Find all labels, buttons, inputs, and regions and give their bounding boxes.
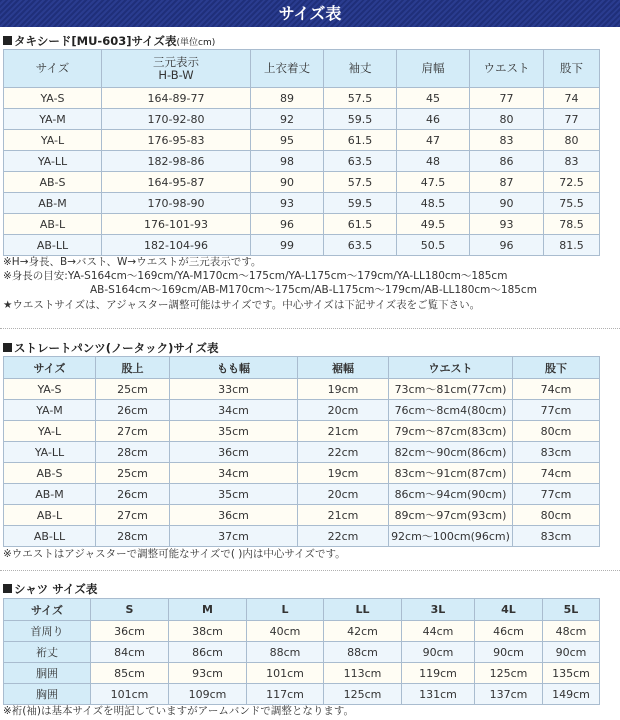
shirts-size-table bbox=[3, 598, 600, 705]
tuxedo-title-text: タキシード[MU-603]サイズ表 bbox=[14, 34, 177, 48]
row-label-cell: AB-M bbox=[4, 484, 96, 505]
table-cell: 101cm bbox=[247, 663, 324, 684]
tuxedo-header-shoulder: 肩幅 bbox=[397, 50, 470, 88]
table-cell: 83cm～91cm(87cm) bbox=[389, 463, 513, 484]
table-cell: 84cm bbox=[91, 642, 169, 663]
pants-section-title bbox=[3, 340, 219, 356]
row-label-cell: AB-S bbox=[4, 463, 96, 484]
row-label-cell: YA-LL bbox=[4, 442, 96, 463]
square-bullet-icon bbox=[3, 343, 12, 352]
row-label-cell: AB-LL bbox=[4, 235, 102, 256]
table-cell: 72.5 bbox=[544, 172, 600, 193]
row-label-cell: 裄丈 bbox=[4, 642, 91, 663]
table-cell: 125cm bbox=[324, 684, 402, 705]
pants-header-waist: ウエスト bbox=[389, 357, 513, 379]
table-cell: 92cm～100cm(96cm) bbox=[389, 526, 513, 547]
tuxedo-header-sleeve: 袖丈 bbox=[324, 50, 397, 88]
table-cell: 85cm bbox=[91, 663, 169, 684]
pants-header-hem: 裾幅 bbox=[298, 357, 389, 379]
table-cell: 59.5 bbox=[324, 193, 397, 214]
table-cell: 21cm bbox=[298, 505, 389, 526]
table-cell: 164-89-77 bbox=[102, 88, 251, 109]
row-label-cell: YA-LL bbox=[4, 151, 102, 172]
tuxedo-header-size: サイズ bbox=[4, 50, 102, 88]
table-cell: 87 bbox=[470, 172, 544, 193]
table-row bbox=[4, 484, 600, 505]
table-cell: 46 bbox=[397, 109, 470, 130]
pants-note: ※ウエストはアジャスターで調整可能なサイズで( )内は中心サイズです。 bbox=[3, 548, 346, 560]
table-cell: 22cm bbox=[298, 526, 389, 547]
table-row bbox=[4, 214, 600, 235]
table-cell: 89 bbox=[251, 88, 324, 109]
pants-header-thigh: もも幅 bbox=[170, 357, 298, 379]
tuxedo-note-1: ※H→身長、B→バスト、W→ウエストが三元表示です。 bbox=[3, 256, 262, 268]
table-row bbox=[4, 621, 600, 642]
table-cell: 48 bbox=[397, 151, 470, 172]
pants-title-text: ストレートパンツ(ノータック)サイズ表 bbox=[14, 341, 219, 355]
table-cell: 20cm bbox=[298, 400, 389, 421]
table-cell: 82cm～90cm(86cm) bbox=[389, 442, 513, 463]
table-cell: 98 bbox=[251, 151, 324, 172]
shirts-section-title bbox=[3, 581, 97, 597]
tuxedo-note-4: ★ウエストサイズは、アジャスター調整可能はサイズです。中心サイズは下記サイズ表をご覧下さい。 bbox=[3, 299, 481, 311]
shirts-title-text: シャツ サイズ表 bbox=[14, 582, 98, 596]
table-cell: 78.5 bbox=[544, 214, 600, 235]
table-cell: 59.5 bbox=[324, 109, 397, 130]
table-cell: 73cm～81cm(77cm) bbox=[389, 379, 513, 400]
table-cell: 77 bbox=[544, 109, 600, 130]
table-cell: 176-101-93 bbox=[102, 214, 251, 235]
table-cell: 88cm bbox=[247, 642, 324, 663]
pants-header-rise: 股上 bbox=[96, 357, 170, 379]
table-cell: 63.5 bbox=[324, 235, 397, 256]
table-cell: 63.5 bbox=[324, 151, 397, 172]
table-cell: 36cm bbox=[170, 442, 298, 463]
table-cell: 96 bbox=[470, 235, 544, 256]
table-cell: 77 bbox=[470, 88, 544, 109]
table-cell: 131cm bbox=[402, 684, 475, 705]
table-cell: 19cm bbox=[298, 379, 389, 400]
table-cell: 80cm bbox=[513, 505, 600, 526]
table-cell: 26cm bbox=[96, 484, 170, 505]
row-label-cell: AB-S bbox=[4, 172, 102, 193]
tuxedo-unit: (単位cm) bbox=[176, 38, 216, 48]
row-label-cell: AB-M bbox=[4, 193, 102, 214]
table-cell: 47.5 bbox=[397, 172, 470, 193]
pants-size-table bbox=[3, 356, 600, 547]
pants-header-size: サイズ bbox=[4, 357, 96, 379]
shirts-header-l: L bbox=[247, 599, 324, 621]
table-row bbox=[4, 663, 600, 684]
table-cell: 20cm bbox=[298, 484, 389, 505]
table-cell: 21cm bbox=[298, 421, 389, 442]
tuxedo-size-table bbox=[3, 49, 600, 256]
page-banner: サイズ表 bbox=[0, 0, 620, 27]
table-cell: 49.5 bbox=[397, 214, 470, 235]
table-cell: 61.5 bbox=[324, 214, 397, 235]
table-cell: 48.5 bbox=[397, 193, 470, 214]
table-cell: 81.5 bbox=[544, 235, 600, 256]
table-cell: 37cm bbox=[170, 526, 298, 547]
table-cell: 83 bbox=[544, 151, 600, 172]
table-cell: 80 bbox=[470, 109, 544, 130]
pants-header-inseam: 股下 bbox=[513, 357, 600, 379]
table-cell: 74cm bbox=[513, 379, 600, 400]
row-label-cell: AB-LL bbox=[4, 526, 96, 547]
table-cell: 36cm bbox=[91, 621, 169, 642]
table-cell: 149cm bbox=[543, 684, 600, 705]
table-cell: 93 bbox=[251, 193, 324, 214]
table-cell: 96 bbox=[251, 214, 324, 235]
table-cell: 74cm bbox=[513, 463, 600, 484]
table-row bbox=[4, 379, 600, 400]
table-row bbox=[4, 684, 600, 705]
table-cell: 135cm bbox=[543, 663, 600, 684]
table-cell: 101cm bbox=[91, 684, 169, 705]
table-cell: 93cm bbox=[169, 663, 247, 684]
tuxedo-section-title bbox=[3, 33, 215, 49]
table-row bbox=[4, 505, 600, 526]
table-row bbox=[4, 151, 600, 172]
shirts-header-s: S bbox=[91, 599, 169, 621]
row-label-cell: 首周り bbox=[4, 621, 91, 642]
table-cell: 57.5 bbox=[324, 172, 397, 193]
table-cell: 92 bbox=[251, 109, 324, 130]
tuxedo-header-jacket-length: 上衣着丈 bbox=[251, 50, 324, 88]
table-cell: 40cm bbox=[247, 621, 324, 642]
table-cell: 19cm bbox=[298, 463, 389, 484]
table-cell: 77cm bbox=[513, 400, 600, 421]
row-label-cell: YA-M bbox=[4, 109, 102, 130]
shirts-header-m: M bbox=[169, 599, 247, 621]
table-cell: 176-95-83 bbox=[102, 130, 251, 151]
table-cell: 90 bbox=[251, 172, 324, 193]
table-cell: 80cm bbox=[513, 421, 600, 442]
tuxedo-header-three-dim: 三元表示 H-B-W bbox=[102, 50, 251, 88]
table-cell: 25cm bbox=[96, 463, 170, 484]
table-cell: 182-104-96 bbox=[102, 235, 251, 256]
table-cell: 182-98-86 bbox=[102, 151, 251, 172]
table-cell: 26cm bbox=[96, 400, 170, 421]
table-row bbox=[4, 235, 600, 256]
table-cell: 74 bbox=[544, 88, 600, 109]
table-cell: 95 bbox=[251, 130, 324, 151]
table-cell: 22cm bbox=[298, 442, 389, 463]
table-cell: 27cm bbox=[96, 505, 170, 526]
table-cell: 45 bbox=[397, 88, 470, 109]
table-row bbox=[4, 642, 600, 663]
table-cell: 113cm bbox=[324, 663, 402, 684]
table-cell: 57.5 bbox=[324, 88, 397, 109]
tuxedo-note-2: ※身長の目安:YA-S164cm～169cm/YA-M170cm～175cm/YA-L175cm～179cm/YA-LL180cm～185cm bbox=[3, 270, 508, 282]
table-cell: 119cm bbox=[402, 663, 475, 684]
table-row bbox=[4, 526, 600, 547]
table-cell: 44cm bbox=[402, 621, 475, 642]
table-cell: 36cm bbox=[170, 505, 298, 526]
table-cell: 89cm～97cm(93cm) bbox=[389, 505, 513, 526]
table-cell: 47 bbox=[397, 130, 470, 151]
table-cell: 61.5 bbox=[324, 130, 397, 151]
shirts-header-5l: 5L bbox=[543, 599, 600, 621]
table-row bbox=[4, 400, 600, 421]
table-row bbox=[4, 463, 600, 484]
table-cell: 34cm bbox=[170, 463, 298, 484]
tuxedo-note-3: AB-S164cm～169cm/AB-M170cm～175cm/AB-L175cm～179cm/AB-LL180cm～185cm bbox=[90, 284, 537, 296]
table-row bbox=[4, 172, 600, 193]
row-label-cell: YA-S bbox=[4, 88, 102, 109]
table-cell: 50.5 bbox=[397, 235, 470, 256]
table-cell: 83cm bbox=[513, 526, 600, 547]
table-row bbox=[4, 88, 600, 109]
table-row bbox=[4, 193, 600, 214]
row-label-cell: 胸囲 bbox=[4, 684, 91, 705]
table-row bbox=[4, 109, 600, 130]
table-cell: 35cm bbox=[170, 421, 298, 442]
divider bbox=[0, 328, 620, 329]
table-cell: 125cm bbox=[475, 663, 543, 684]
row-label-cell: YA-S bbox=[4, 379, 96, 400]
shirts-header-size: サイズ bbox=[4, 599, 91, 621]
table-cell: 28cm bbox=[96, 442, 170, 463]
table-cell: 42cm bbox=[324, 621, 402, 642]
table-cell: 27cm bbox=[96, 421, 170, 442]
table-cell: 86cm bbox=[169, 642, 247, 663]
table-cell: 137cm bbox=[475, 684, 543, 705]
square-bullet-icon bbox=[3, 584, 12, 593]
table-cell: 90cm bbox=[402, 642, 475, 663]
table-cell: 46cm bbox=[475, 621, 543, 642]
row-label-cell: AB-L bbox=[4, 214, 102, 235]
table-cell: 170-98-90 bbox=[102, 193, 251, 214]
table-cell: 109cm bbox=[169, 684, 247, 705]
table-cell: 93 bbox=[470, 214, 544, 235]
row-label-cell: YA-L bbox=[4, 130, 102, 151]
table-cell: 90 bbox=[470, 193, 544, 214]
tuxedo-header-waist: ウエスト bbox=[470, 50, 544, 88]
table-row bbox=[4, 130, 600, 151]
table-cell: 99 bbox=[251, 235, 324, 256]
table-row bbox=[4, 442, 600, 463]
table-cell: 35cm bbox=[170, 484, 298, 505]
shirts-header-4l: 4L bbox=[475, 599, 543, 621]
divider bbox=[0, 570, 620, 571]
table-cell: 80 bbox=[544, 130, 600, 151]
table-cell: 90cm bbox=[543, 642, 600, 663]
table-cell: 90cm bbox=[475, 642, 543, 663]
row-label-cell: AB-L bbox=[4, 505, 96, 526]
table-cell: 79cm～87cm(83cm) bbox=[389, 421, 513, 442]
table-cell: 86 bbox=[470, 151, 544, 172]
table-cell: 75.5 bbox=[544, 193, 600, 214]
table-cell: 164-95-87 bbox=[102, 172, 251, 193]
table-cell: 38cm bbox=[169, 621, 247, 642]
row-label-cell: YA-L bbox=[4, 421, 96, 442]
tuxedo-header-inseam: 股下 bbox=[544, 50, 600, 88]
shirts-header-3l: 3L bbox=[402, 599, 475, 621]
table-cell: 117cm bbox=[247, 684, 324, 705]
shirts-header-ll: LL bbox=[324, 599, 402, 621]
table-cell: 88cm bbox=[324, 642, 402, 663]
table-cell: 34cm bbox=[170, 400, 298, 421]
table-cell: 25cm bbox=[96, 379, 170, 400]
table-row bbox=[4, 421, 600, 442]
shirts-note: ※裄(袖)は基本サイズを明記していますがアームバンドで調整となります。 bbox=[3, 705, 354, 717]
square-bullet-icon bbox=[3, 36, 12, 45]
table-cell: 83cm bbox=[513, 442, 600, 463]
table-cell: 48cm bbox=[543, 621, 600, 642]
table-cell: 170-92-80 bbox=[102, 109, 251, 130]
table-cell: 77cm bbox=[513, 484, 600, 505]
row-label-cell: YA-M bbox=[4, 400, 96, 421]
table-cell: 76cm～8cm4(80cm) bbox=[389, 400, 513, 421]
table-cell: 33cm bbox=[170, 379, 298, 400]
row-label-cell: 胴囲 bbox=[4, 663, 91, 684]
table-cell: 86cm～94cm(90cm) bbox=[389, 484, 513, 505]
table-cell: 28cm bbox=[96, 526, 170, 547]
table-cell: 83 bbox=[470, 130, 544, 151]
